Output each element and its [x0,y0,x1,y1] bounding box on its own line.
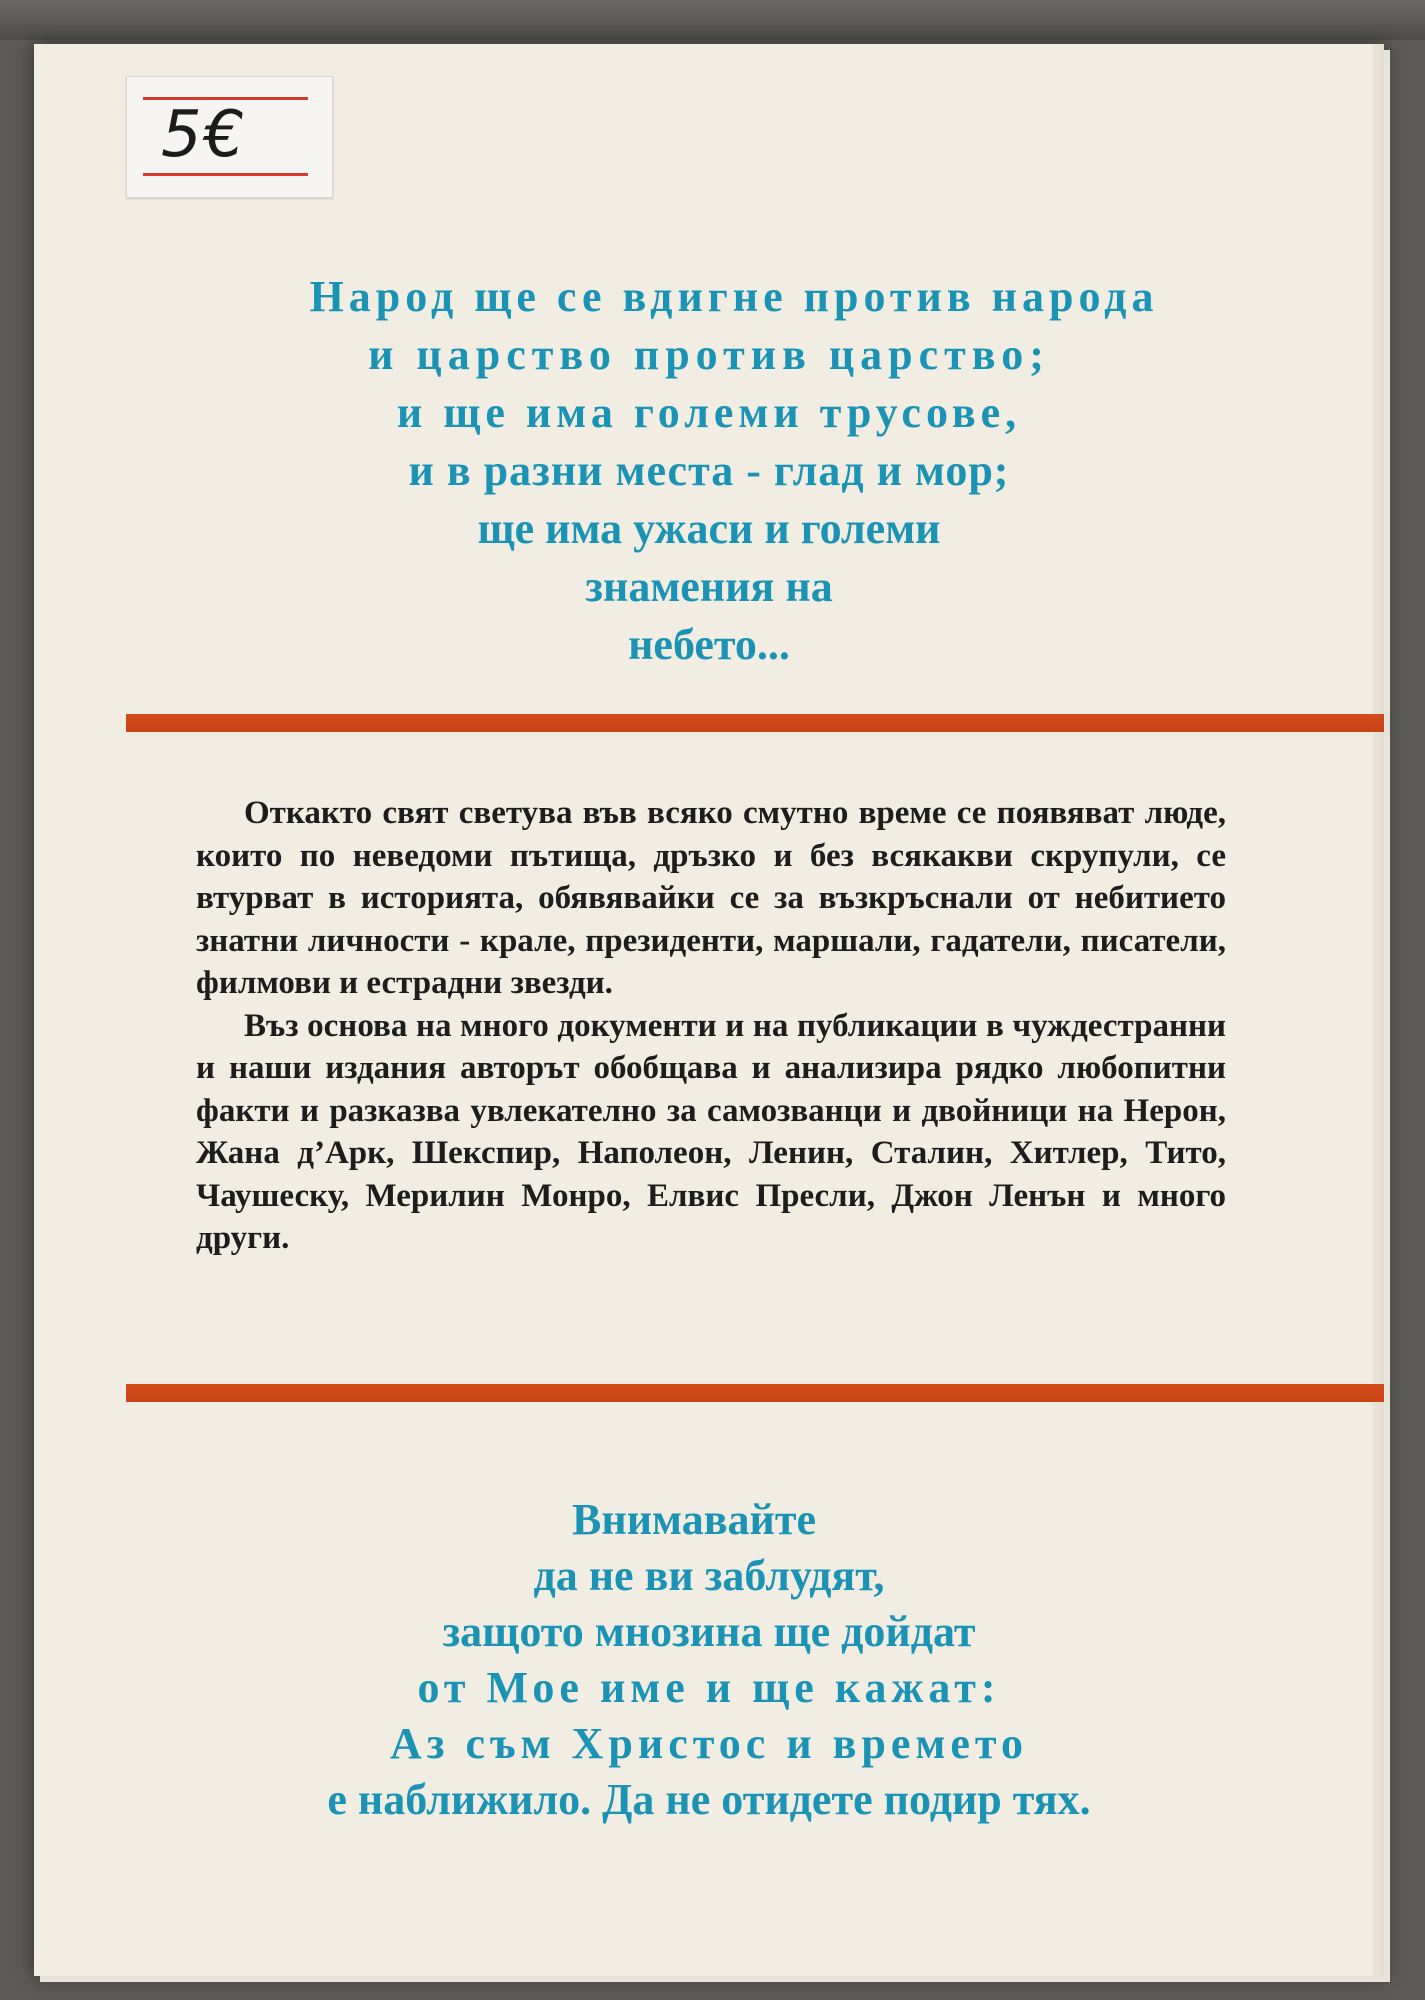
bottom-scripture-quote [34,1492,1384,1828]
bottom-quote-line: Аз съм Христос и времето [390,1719,1028,1768]
description-paragraph: Откакто свят светува във всяко смутно време се появяват люде, които по неведоми пътища, дръзко и без всякакви скрупули, се втурват в историята, обявявайки се за възкръснали от небитието знатни личности - крале, президенти, маршали, гадатели, писатели, филмови и естрадни звезди. [196,795,1226,1001]
price-sticker [126,76,333,198]
top-scripture-quote [34,268,1384,674]
price-handwritten: 5€ [161,98,247,172]
bottom-quote-line: Внимавайте [572,1495,816,1544]
top-quote-line: и в разни места - глад и мор; [408,446,1010,495]
backdrop [0,0,1425,40]
top-quote-line: Народ ще се вдигне против народа [309,272,1159,321]
description-paragraph: Въз основа на много документи и на публикации в чуждестранни и наши издания авторът обобщава и анализира рядко любопитни факти и разказва увлекателно за самозванци и двойници на Нерон, Жана д’Арк, Шекспир, Наполеон, Ленин, Сталин, Хитлер, Тито, Чаушеску, Мерилин Монро, Елвис Пресли, Джон Ленън и много други. [196,1007,1226,1256]
top-quote-line: ще има ужаси и големи [477,504,941,553]
top-quote-line: и царство против царство; [368,330,1050,379]
book-description [196,792,1226,1260]
top-quote-line: и ще има големи трусове, [396,388,1022,437]
bottom-quote-line: защото мнозина ще дойдат [442,1607,976,1656]
orange-divider-bottom [126,1384,1384,1402]
bottom-quote-line: от Мое име и ще кажат: [417,1663,1001,1712]
top-quote-line: знамения на [585,562,833,611]
book-back-cover [34,44,1384,1976]
bottom-quote-line: да не ви заблудят, [533,1551,885,1600]
bottom-quote-line: е наближило. Да не отидете подир тях. [327,1775,1091,1824]
orange-divider-top [126,714,1384,732]
price-sticker-bottom-line [143,173,308,176]
top-quote-line: небето... [628,620,790,669]
